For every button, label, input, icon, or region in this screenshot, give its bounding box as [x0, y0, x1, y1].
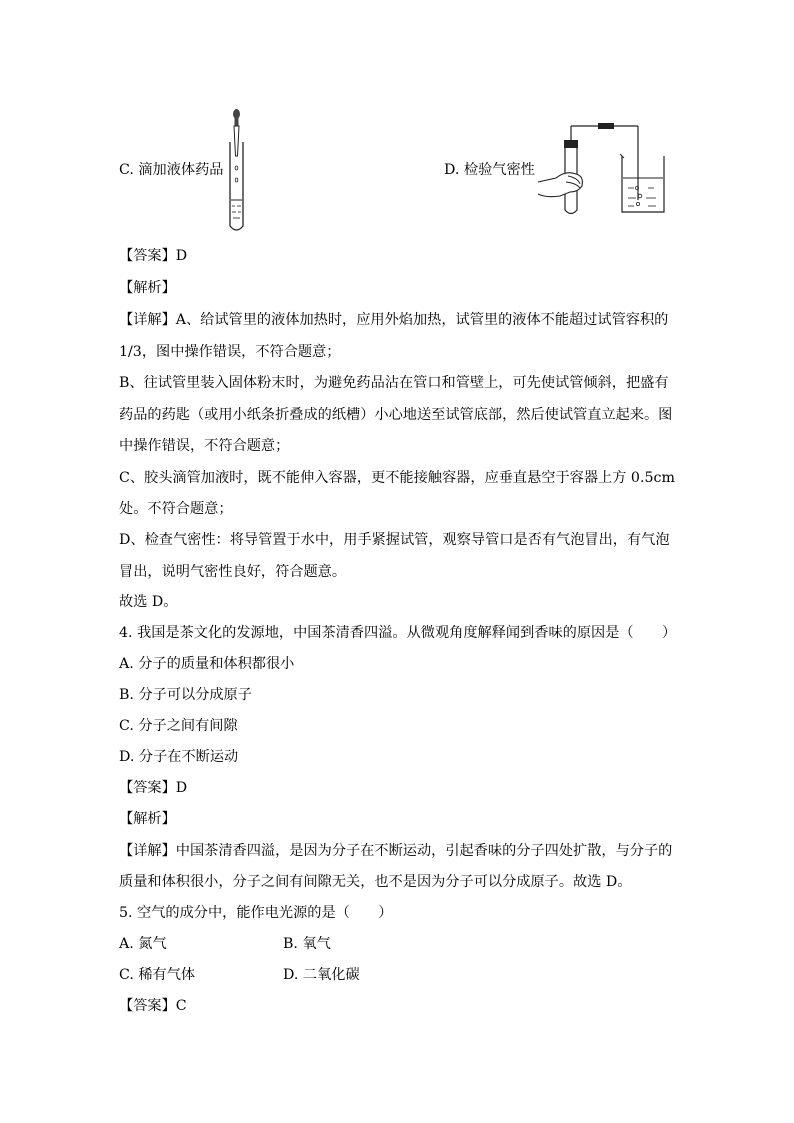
q4-option-a: A. 分子的质量和体积都很小	[119, 656, 295, 672]
q4-detail-line: 【详解】中国茶清香四溢，是因为分子在不断运动，引起香味的分子四处扩散，与分子的	[119, 843, 673, 859]
q5-option-d: D. 二氧化碳	[283, 967, 360, 983]
airtightness-check-illustration	[536, 120, 672, 220]
q3-detail-line: D、检查气密性：将导管置于水中，用手紧握试管，观察导管口是否有气泡冒出，有气泡	[119, 532, 670, 548]
q3-detail-line: C、胶头滴管加液时，既不能伸入容器，更不能接触容器，应垂直悬空于容器上方 0.5cm	[119, 470, 675, 486]
figure-d-label: D. 检验气密性	[444, 162, 535, 178]
q5-option-c: C. 稀有气体	[119, 967, 196, 983]
figure-c-label: C. 滴加液体药品	[119, 162, 224, 178]
q4-analysis-heading: 【解析】	[119, 811, 176, 827]
q4-detail-line: 质量和体积很小，分子之间有间隙无关，也不是因为分子可以分成原子。故选 D。	[119, 874, 632, 890]
q3-detail-line: 1/3，图中操作错误，不符合题意；	[119, 344, 341, 360]
q4-option-b: B. 分子可以分成原子	[119, 687, 252, 703]
q3-conclusion: 故选 D。	[119, 594, 178, 610]
q3-analysis-heading: 【解析】	[119, 280, 176, 296]
q3-detail-line: 冒出，说明气密性良好，符合题意。	[119, 564, 347, 580]
q5-stem: 5. 空气的成分中，能作电光源的是（ ）	[119, 905, 393, 921]
q3-answer: 【答案】D	[119, 248, 188, 264]
q3-detail-line: 【详解】A、给试管里的液体加热时，应用外焰加热，试管里的液体不能超过试管容积的	[119, 312, 669, 328]
q4-stem: 4. 我国是茶文化的发源地，中国茶清香四溢。从微观角度解释闻到香味的原因是（ ）	[119, 625, 677, 641]
q5-option-b: B. 氧气	[283, 936, 331, 952]
q3-detail-line: B、往试管里装入固体粉末时，为避免药品沾在管口和管壁上，可先使试管倾斜，把盛有	[119, 375, 669, 391]
dropper-test-tube-illustration	[222, 108, 252, 234]
q3-detail-line: 中操作错误，不符合题意；	[119, 438, 290, 454]
q5-answer: 【答案】C	[119, 998, 187, 1014]
q4-option-d: D. 分子在不断运动	[119, 749, 239, 765]
q4-option-c: C. 分子之间有间隙	[119, 718, 238, 734]
q3-detail-line: 药品的药匙（或用小纸条折叠成的纸槽）小心地送至试管底部，然后使试管直立起来。图	[119, 407, 673, 423]
q4-answer: 【答案】D	[119, 780, 188, 796]
q5-option-a: A. 氮气	[119, 936, 167, 952]
q3-detail-line: 处。不符合题意；	[119, 501, 233, 517]
